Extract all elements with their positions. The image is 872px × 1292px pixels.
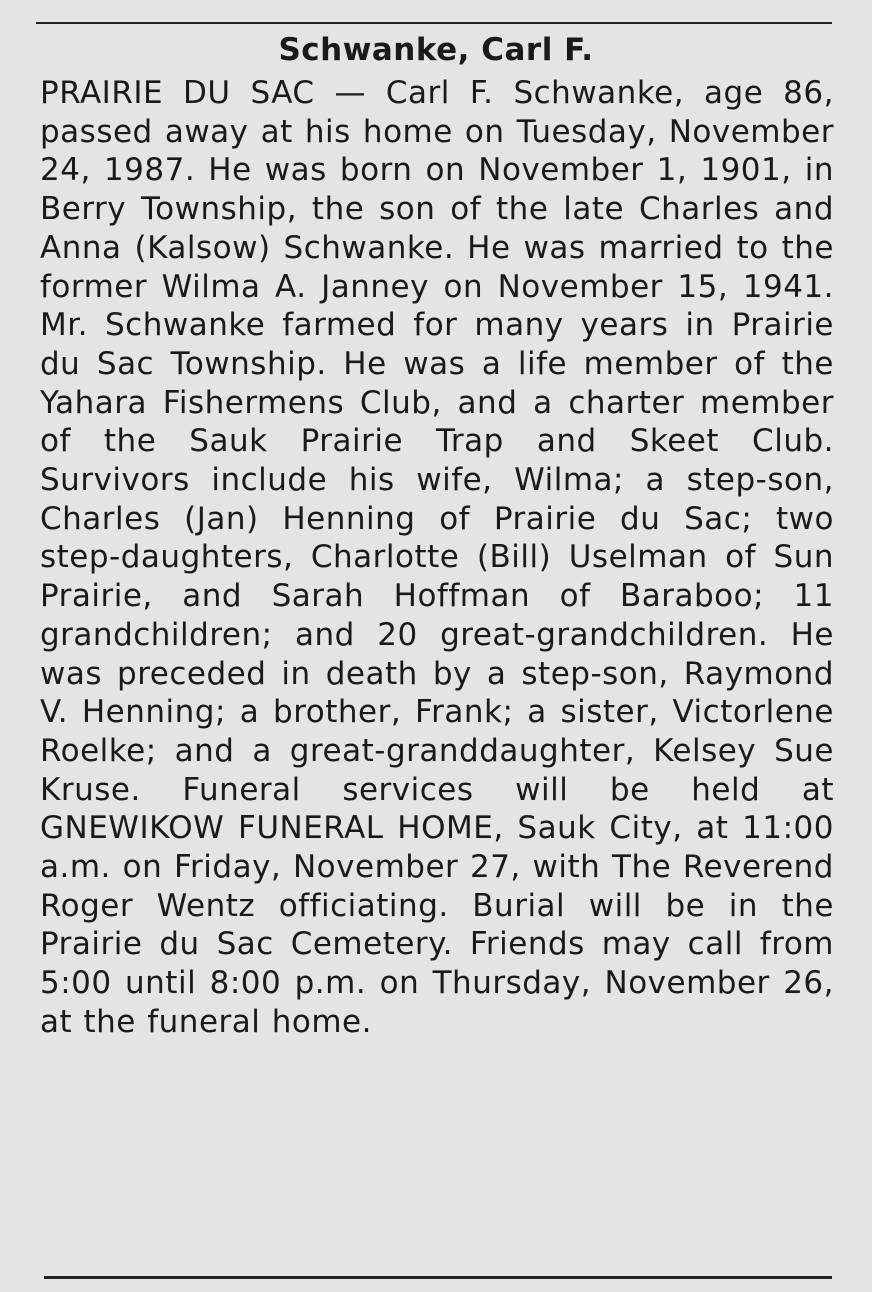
- obituary-headline: Schwanke, Carl F.: [278, 32, 594, 68]
- obituary-body: PRAIRIE DU SAC — Carl F. Schwanke, age 86, passed away at his home on Tuesday, November 24, 1987. He was born on November 1, 1901, in Berry Township, the son of the late Charles and Anna (Kalsow) Schwanke. He was married to the former Wilma A. Janney on November 15, 1941. Mr. Schwanke farmed for many years in Prairie du Sac Township. He was a life member of the Yahara Fishermens Club, and a charter member of the Sauk Prairie Trap and Skeet Club. Survivors include his wife, Wilma; a step-son, Charles (Jan) Henning of Prairie du Sac; two step-daughters, Charlotte (Bill) Uselman of Sun Prairie, and Sarah Hoffman of Baraboo; 11 grandchildren; and 20 great-grandchildren. He was preceded in death by a step-son, Raymond V. Henning; a brother, Frank; a sister, Victorlene Roelke; and a great-granddaughter, Kelsey Sue Kruse. Funeral services will be held at GNEWIKOW FUNERAL HOME, Sauk City, at 11:00 a.m. on Friday, November 27, with The Reverend Roger Wentz officiating. Burial will be in the Prairie du Sac Cemetery. Friends may call from 5:00 until 8:00 p.m. on Thursday, November 26, at the funeral home.: [40, 75, 834, 1040]
- top-rule: [36, 22, 832, 24]
- bottom-rule: [44, 1276, 832, 1279]
